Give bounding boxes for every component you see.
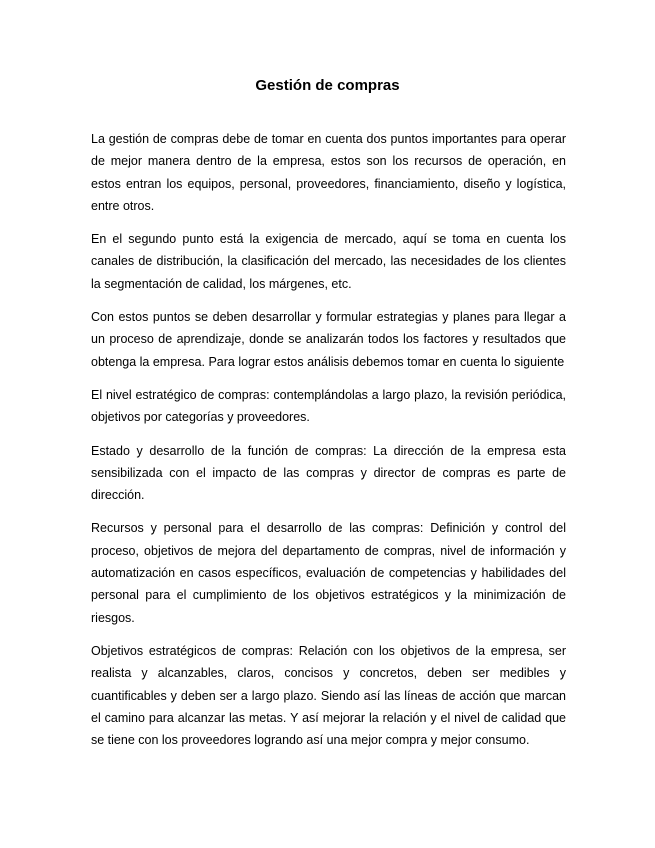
paragraph-function-state: Estado y desarrollo de la función de compras: La dirección de la empresa esta sensibilizada con el impacto de las compras y director de compras es parte de dirección. (91, 443, 566, 503)
paragraph-strategic-level: El nivel estratégico de compras: contemplándolas a largo plazo, la revisión periódica, objetivos por categorías y proveedores. (91, 387, 566, 425)
paragraph-resources-personnel: Recursos y personal para el desarrollo de las compras: Definición y control del proceso, objetivos de mejora del departamento de compras, nivel de información y automatización en casos específicos, evaluación de competencias y habilidades del personal para el cumplimiento de los objetivos estratégicos y la minimización de riesgos. (91, 521, 566, 625)
paragraph-strategic-objectives: Objetivos estratégicos de compras: Relación con los objetivos de la empresa, ser realista y alcanzables, claros, concisos y concretos, deben ser medibles y cuantificables y deben ser a largo plazo. Siendo así las líneas de acción que marcan el camino para alcanzar las metas. Y así mejorar la relación y el nivel de calidad que se tiene con los proveedores logrando así una mejor compra y mejor consumo. (91, 643, 566, 748)
document-body (91, 128, 566, 762)
document-title: Gestión de compras (255, 77, 400, 94)
paragraph-intro: La gestión de compras debe de tomar en cuenta dos puntos importantes para operar de mejor manera dentro de la empresa, estos son los recursos de operación, en estos entran los equipos, personal, proveedores, financiamiento, diseño y logística, entre otros. (91, 132, 566, 213)
paragraph-market-demand: En el segundo punto está la exigencia de mercado, aquí se toma en cuenta los canales de distribución, la clasificación del mercado, las necesidades de los clientes la segmentación de calidad, los márgenes, etc. (91, 232, 566, 291)
paragraph-strategies: Con estos puntos se deben desarrollar y formular estrategias y planes para llegar a un proceso de aprendizaje, donde se analizarán todos los factores y resultados que obtenga la empresa. Para lograr estos análisis debemos tomar en cuenta lo siguiente (91, 310, 566, 369)
